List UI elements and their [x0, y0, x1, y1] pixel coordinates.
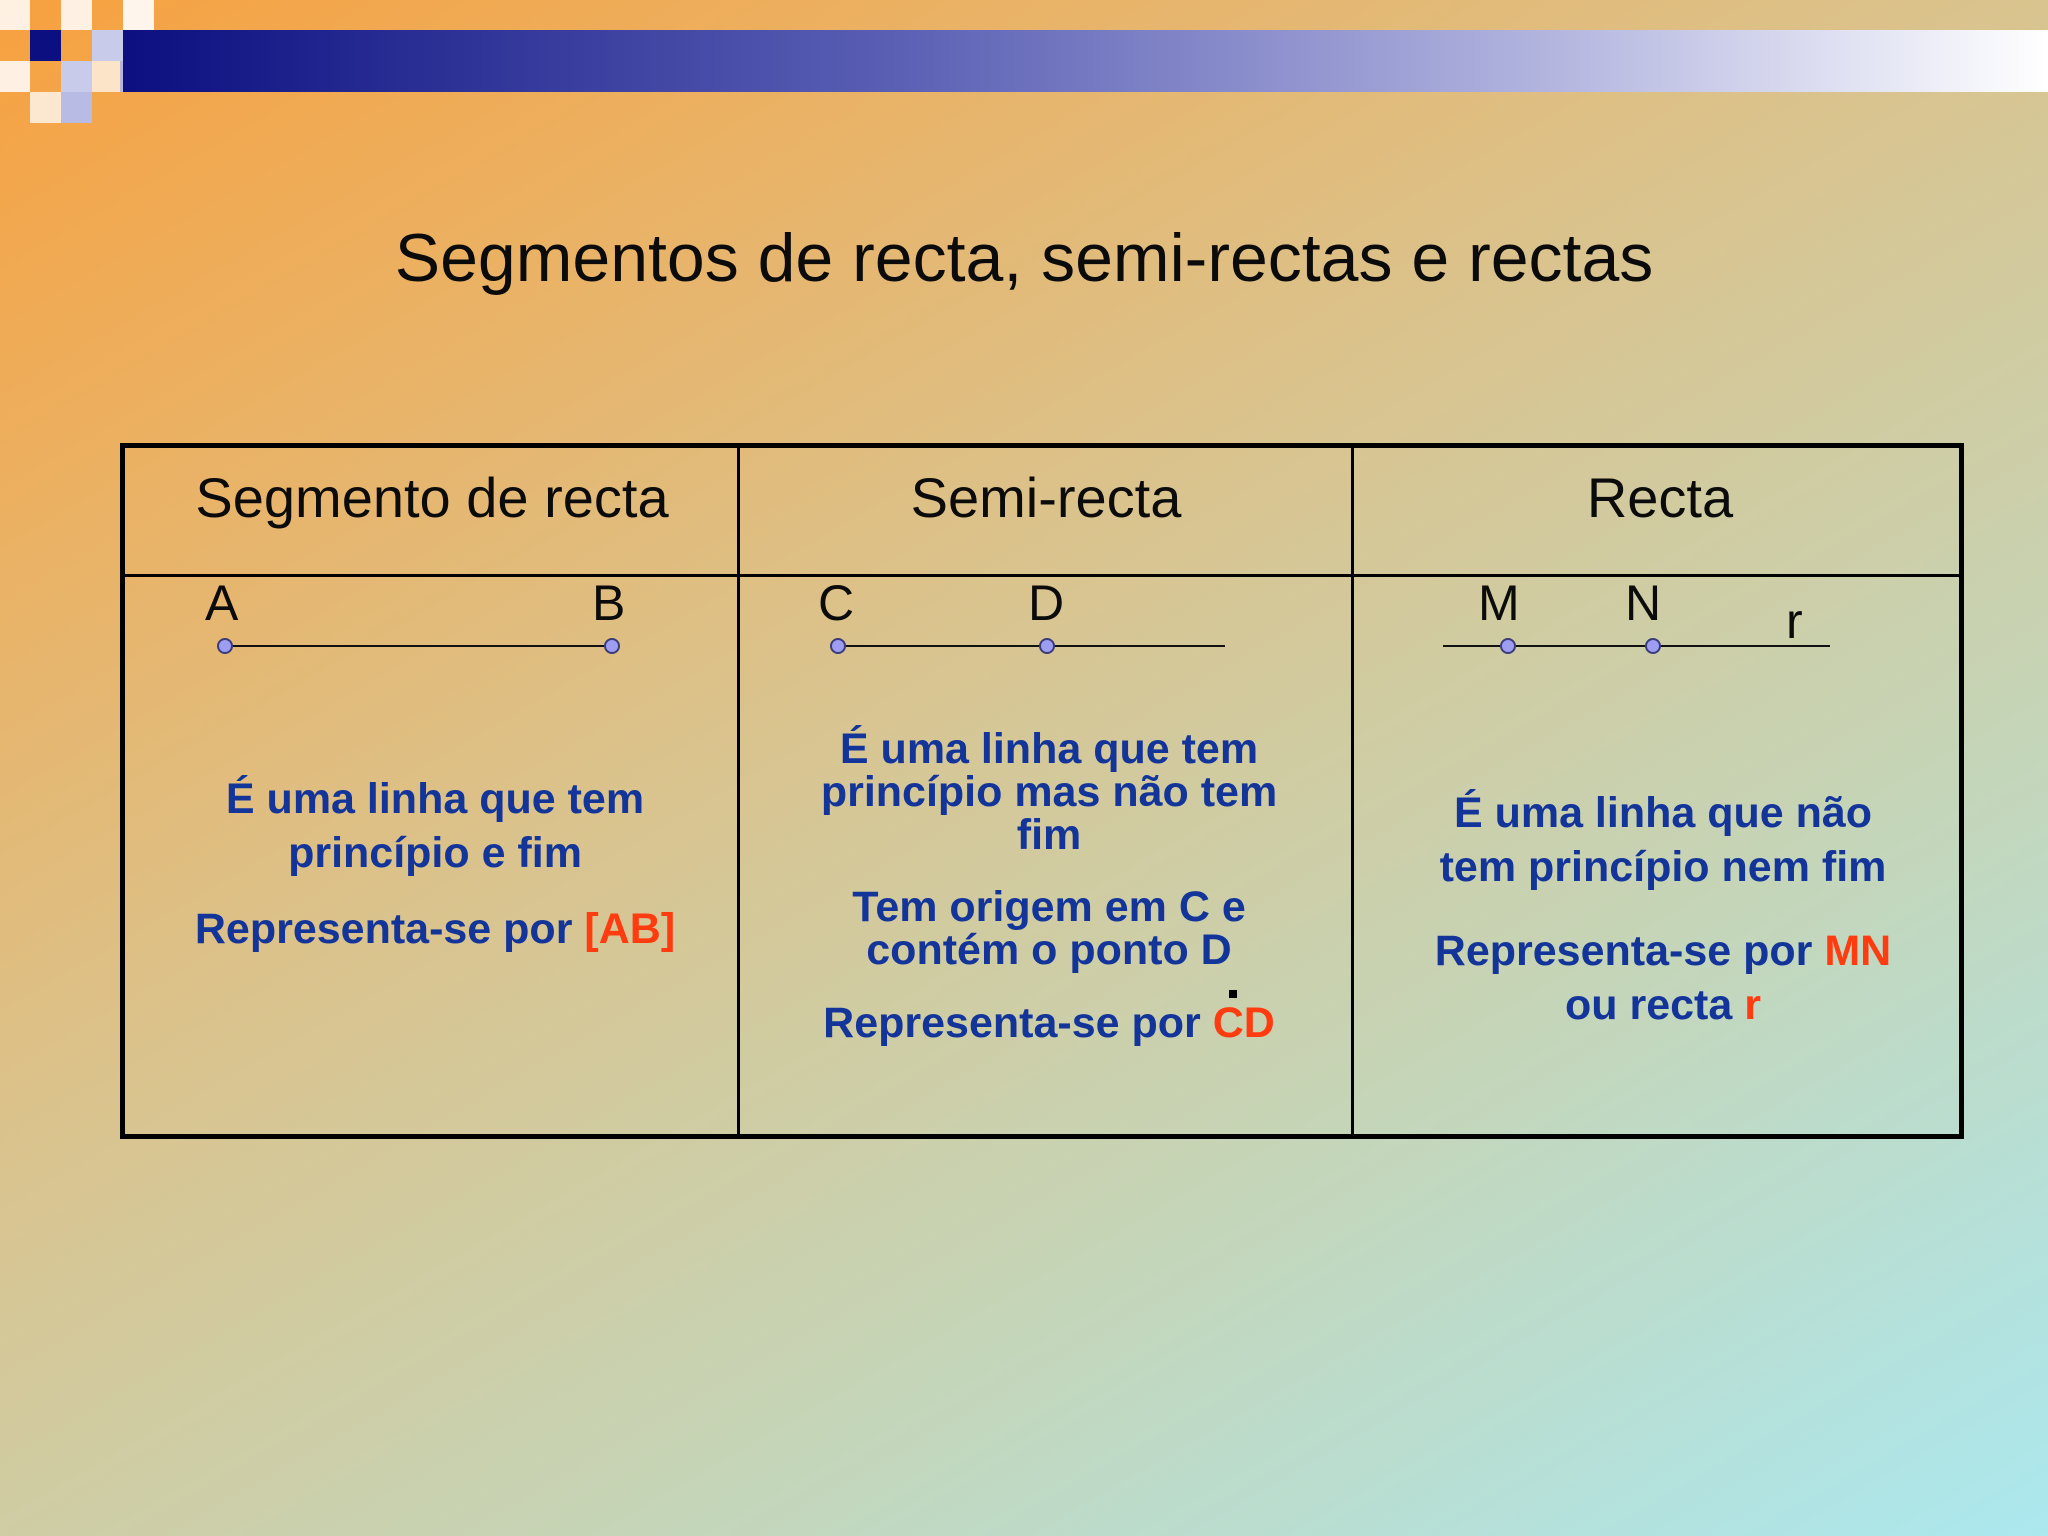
line-description-line: tem princípio nem fim [1439, 843, 1887, 891]
ray-origin-line: contém o ponto D [866, 926, 1232, 974]
ray-description [736, 725, 1362, 859]
represent-prefix: Representa-se por [194, 905, 585, 953]
represent-prefix: Representa-se por [1434, 927, 1825, 975]
ray-description-line: É uma linha que tem [839, 725, 1259, 773]
segment-description-line: princípio e fim [288, 829, 582, 877]
header-line: Recta [1586, 466, 1734, 529]
header-ray: Semi-recta [910, 466, 1182, 529]
point-b [605, 639, 619, 653]
ray-description-line: princípio mas não tem [820, 768, 1278, 816]
ray-origin-line: Tem origem em C e [852, 883, 1246, 931]
ray-representation [736, 999, 1362, 1047]
ray-origin [736, 883, 1362, 974]
segment-description [122, 772, 748, 880]
represent-symbol: [AB] [584, 905, 676, 953]
ray-description-line: fim [1016, 811, 1082, 859]
label-r: r [1786, 593, 1803, 649]
label-c: C [818, 575, 855, 631]
point-a [218, 639, 232, 653]
represent-alt-symbol: r [1744, 981, 1761, 1029]
label-a: A [205, 575, 239, 631]
point-m [1501, 639, 1515, 653]
label-m: M [1478, 575, 1520, 631]
slide-title: Segmentos de recta, semi-rectas e rectas [394, 220, 1654, 296]
label-b: B [592, 575, 626, 631]
represent-symbol: MN [1824, 927, 1892, 975]
line-representation [1350, 924, 1976, 1032]
line-description-line: É uma linha que não [1453, 789, 1873, 837]
ray-notation-mark [1229, 990, 1237, 998]
represent-symbol: CD [1212, 999, 1275, 1047]
point-n [1646, 639, 1660, 653]
header-segment: Segmento de recta [195, 466, 669, 529]
segment-description-line: É uma linha que tem [225, 775, 645, 823]
represent-prefix: Representa-se por [823, 999, 1213, 1047]
label-n: N [1625, 575, 1662, 631]
segment-representation [122, 905, 748, 953]
represent-alt-prefix: ou recta [1565, 981, 1745, 1029]
label-d: D [1028, 575, 1065, 631]
point-d [1040, 639, 1054, 653]
point-c [831, 639, 845, 653]
line-description [1350, 786, 1976, 894]
